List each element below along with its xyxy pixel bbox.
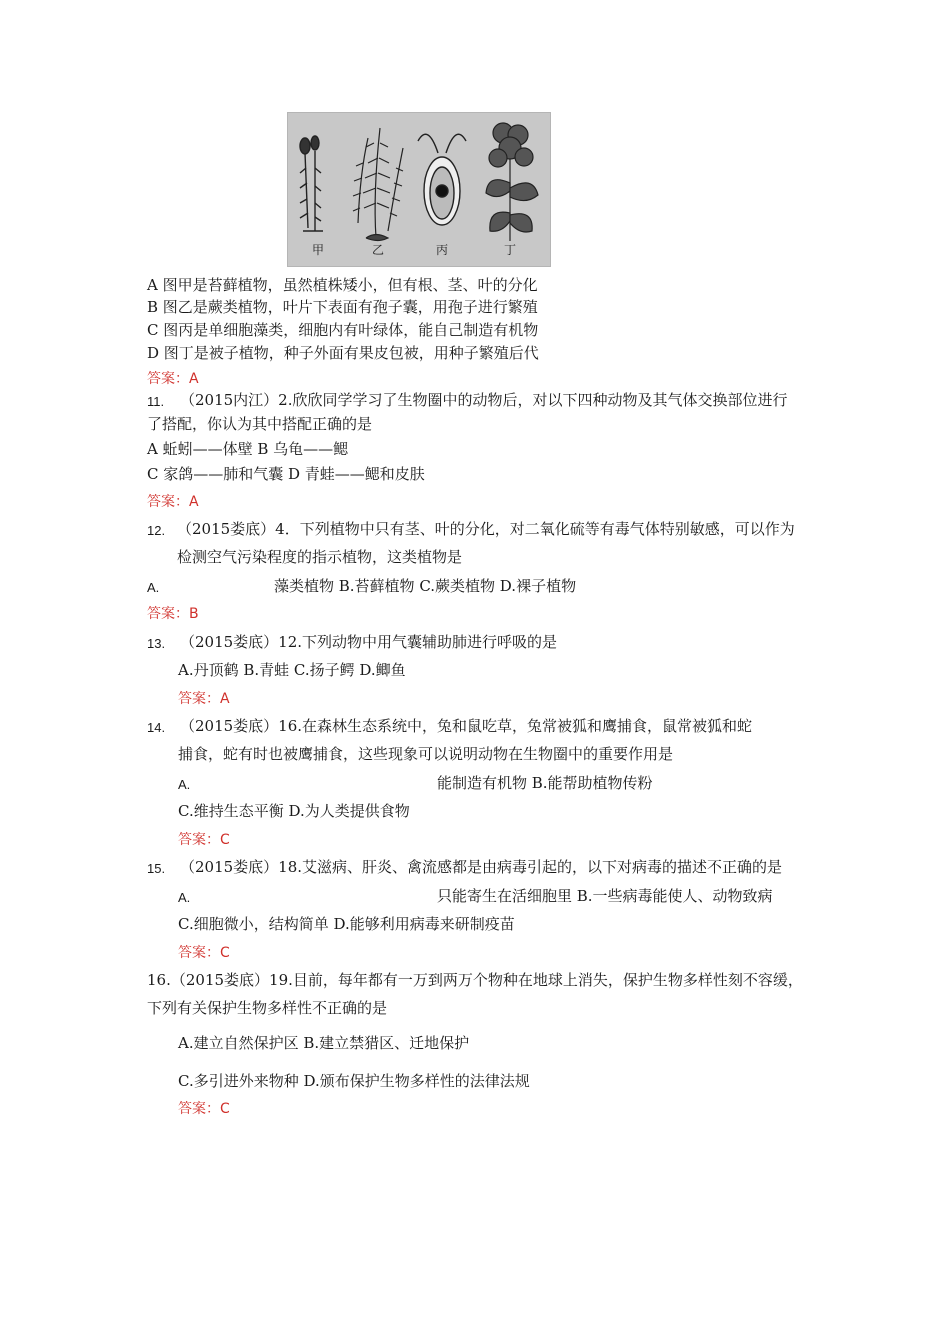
figure-label-ding: 丁: [504, 243, 517, 257]
q12-stem-line1: （2015娄底）4．下列植物中只有茎、叶的分化，对二氧化硫等有毒气体特别敏感，可以作为: [177, 520, 795, 538]
q12-answer: 答案：B: [147, 606, 199, 622]
q16-options-2: C.多引进外来物种 D.颁布保护生物多样性的法律法规: [178, 1072, 530, 1090]
q10-option-b: B 图乙是蕨类植物，叶片下表面有孢子囊，用孢子进行繁殖: [147, 298, 538, 316]
q15-stem: （2015娄底）18.艾滋病、肝炎、禽流感都是由病毒引起的，以下对病毒的描述不正确的是: [180, 858, 783, 876]
q13-answer: 答案：A: [178, 691, 230, 707]
q14-number: 14.: [147, 720, 166, 735]
q11-options-2: C 家鸽——肺和气囊 D 青蛙——鳃和皮肤: [147, 465, 425, 483]
fern-drawing: [353, 128, 403, 241]
q12-options: 藻类植物 B.苔藓植物 C.蕨类植物 D.裸子植物: [274, 577, 577, 595]
q15-answer: 答案：C: [178, 945, 230, 961]
q10-option-d: D 图丁是被子植物，种子外面有果皮包被，用种子繁殖后代: [147, 344, 539, 362]
q14-options-1: 能制造有机物 B.能帮助植物传粉: [437, 774, 653, 792]
q16-options-1: A.建立自然保护区 B.建立禁猎区、迁地保护: [178, 1034, 470, 1052]
q15-option-a-marker: A.: [178, 890, 191, 905]
q10-option-c: C 图丙是单细胞藻类，细胞内有叶绿体，能自己制造有机物: [147, 321, 539, 339]
q12-stem-line2: 检测空气污染程度的指示植物，这类植物是: [177, 548, 463, 566]
q13-stem: （2015娄底）12.下列动物中用气囊辅助肺进行呼吸的是: [180, 633, 558, 651]
q14-stem-line2: 捕食，蛇有时也被鹰捕食，这些现象可以说明动物在生物圈中的重要作用是: [178, 745, 674, 763]
q15-options-2: C.细胞微小，结构简单 D.能够利用病毒来研制疫苗: [178, 915, 515, 933]
q11-answer: 答案：A: [147, 494, 199, 510]
angiosperm-drawing: [486, 123, 538, 241]
figure-label-jia: 甲: [312, 243, 325, 257]
q15-options-1: 只能寄生在活细胞里 B.一些病毒能使人、动物致病: [437, 887, 773, 905]
plant-figure: [287, 112, 551, 267]
q14-option-a-marker: A.: [178, 777, 191, 792]
q16-stem-line1: 16.（2015娄底）19.目前，每年都有一万到两万个物种在地球上消失，保护生物多样性刻不容缓，: [147, 971, 803, 989]
q13-number: 13.: [147, 636, 166, 651]
figure-label-yi: 乙: [372, 243, 385, 257]
q10-answer: 答案：A: [147, 371, 199, 387]
q11-number: 11.: [147, 394, 165, 409]
alga-drawing: [418, 134, 466, 225]
moss-drawing: [300, 136, 323, 231]
q16-stem-line2: 下列有关保护生物多样性不正确的是: [147, 999, 388, 1017]
q15-number: 15.: [147, 861, 166, 876]
q11-stem-line1: （2015内江）2.欣欣同学学习了生物圈中的动物后，对以下四种动物及其气体交换部位进行: [180, 391, 788, 409]
q14-answer: 答案：C: [178, 832, 230, 848]
q12-number: 12.: [147, 523, 166, 538]
q14-options-2: C.维持生态平衡 D.为人类提供食物: [178, 802, 410, 820]
q14-stem-line1: （2015娄底）16.在森林生态系统中，兔和鼠吃草，兔常被狐和鹰捕食，鼠常被狐和蛇: [180, 717, 753, 735]
q11-options-1: A 蚯蚓——体壁 B 乌龟——鳃: [147, 440, 349, 458]
q10-option-a: A 图甲是苔藓植物，虽然植株矮小，但有根、茎、叶的分化: [147, 276, 538, 294]
q11-stem-line2: 了搭配，你认为其中搭配正确的是: [147, 415, 373, 433]
figure-label-bing: 丙: [436, 243, 449, 257]
q12-option-a-marker: A.: [147, 580, 160, 595]
q16-answer: 答案：C: [178, 1101, 230, 1117]
q13-options: A.丹顶鹤 B.青蛙 C.扬子鳄 D.鲫鱼: [178, 661, 406, 679]
